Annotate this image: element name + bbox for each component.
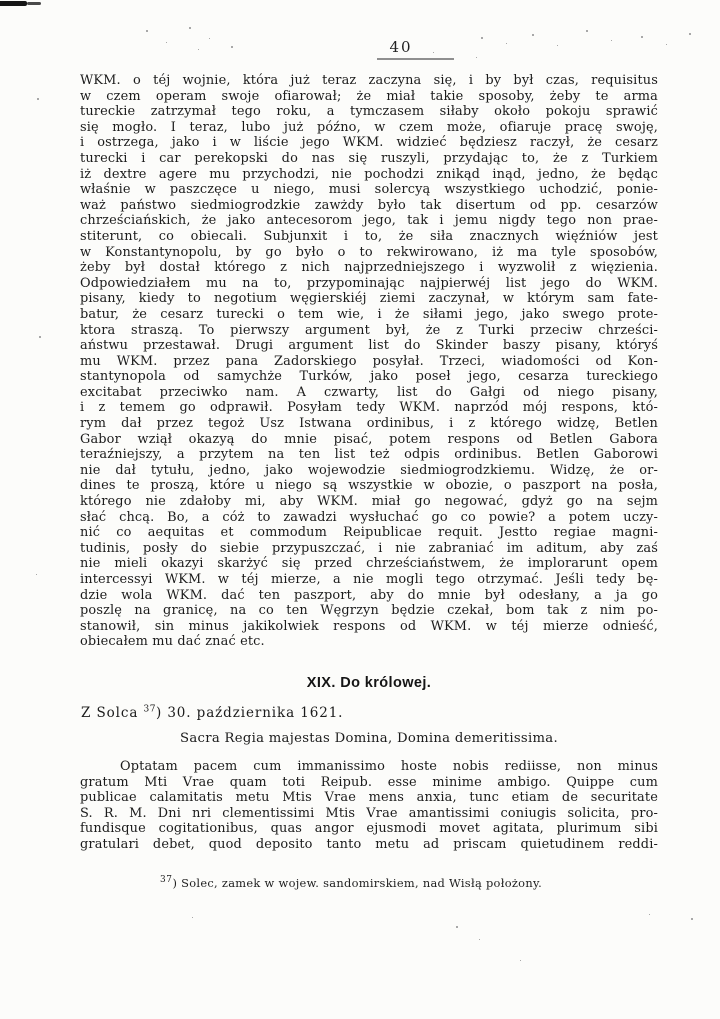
scan-speckle — [586, 30, 588, 32]
scan-speckle — [231, 46, 233, 48]
text-line: stantynopola od samychże Turków, jako poseł jego, cesarza tureckiego — [80, 369, 658, 385]
text-line: dzie wola WKM. dać ten paszport, aby do mnie był odesłany, a ja go — [80, 587, 658, 603]
text-line: tureckie zatrzymał tego roku, a tymczasem siłaby około pokoju sprawić — [80, 104, 658, 120]
scan-speckle — [481, 37, 483, 39]
text-line: poszlę na granicę, na co ten Węgrzyn będzie czekał, bom tak z nim po- — [80, 603, 658, 619]
page-number: 40 — [389, 38, 413, 56]
text-line: i ostrzega, jako i w liście jego WKM. widzieć będziesz raczył, że cesarz — [80, 135, 658, 151]
text-line: batur, że cesarz turecki o tem wie, i że siłami jego, jako swego prote- — [80, 306, 658, 322]
text-line: słać chcą. Bo, a cóż to zawadzi wysłuchać go co powie? a potem uczy- — [80, 509, 658, 525]
scan-speckle — [198, 49, 199, 50]
scan-speckle — [649, 914, 650, 915]
text-line: ktora straszą. To pierwszy argument był, że z Turki przeciw chrześci- — [80, 322, 658, 338]
footnote-ref: 37 — [160, 875, 173, 886]
text-line: waż państwo siedmiogrodzkie zawżdy było tak disertum od pp. cesarzów — [80, 197, 658, 213]
text-line: rym dał przez tegoż Usz Istwana ordinibus, i z którego widzę, Betlen — [80, 416, 658, 432]
letter-body-paragraph — [80, 73, 658, 650]
text-line: WKM. o téj wojnie, która już teraz zaczyna się, i by był czas, requisitus — [80, 73, 658, 88]
text-line: Odpowiedziałem mu na to, przypominając najpierwéj list jego do WKM. — [80, 275, 658, 291]
text-line: stanowił, sin minus jakikolwiek respons od WKM. w téj mierze odnieść, — [80, 618, 658, 634]
scan-speckle — [532, 34, 534, 36]
scan-speckle — [506, 43, 507, 44]
scan-speckle — [189, 27, 191, 29]
text-line: S. R. M. Dni nri clementissimi Mtis Vrae amantissimi coniugis solicita, pro- — [80, 805, 658, 821]
text-line: w czem operam swoje ofiarował; że miał takie sposoby, żeby te arma — [80, 88, 658, 104]
scan-speckle — [666, 44, 667, 45]
scan-speckle — [476, 57, 477, 58]
text-line: w Konstantynopolu, by go było o to rekwirowano, iż ma tyle sposobów, — [80, 244, 658, 260]
scan-speckle — [689, 33, 691, 35]
text-line: excitabat przeciwko nam. A czwarty, list do Gałgi od niego pisany, — [80, 384, 658, 400]
text-line: Optatam pacem cum immanissimo hoste nobis rediisse, non minus — [120, 759, 658, 774]
text-line: Gabor wziął okazyą do mnie pisać, potem respons od Betlen Gabora — [80, 431, 658, 447]
scan-speckle — [641, 36, 643, 38]
text-line: gratulari debet, quod deposito tanto metu ad priscam quietudinem reddi- — [80, 836, 658, 852]
scan-speckle — [36, 574, 37, 575]
text-line: pisany, kiedy to negotium węgierskiéj ziemi zaczynał, w którym sam fate- — [80, 291, 658, 307]
text-line: aństwu przestawał. Drugi argument list do Skinder baszy pisany, któryś — [80, 338, 658, 354]
scan-edge-smudge — [0, 1, 27, 6]
footnote — [160, 876, 542, 890]
text-line: nić co aequitas et commodum Reipublicae requit. Jestto regiae magni- — [80, 525, 658, 541]
text-line: dines te proszą, które u niego są wszystkie w obozie, o paszport na posła, — [80, 478, 658, 494]
text-line: nie dał tytułu, jedno, jako wojewodzie siedmiogrodzkiemu. Widzę, że or- — [80, 462, 658, 478]
page-number-rule — [377, 58, 454, 60]
scan-speckle — [456, 926, 458, 928]
footnote-ref-paren: ) — [172, 876, 178, 890]
scan-speckle — [557, 45, 558, 46]
text-line: obiecałem mu dać znać etc. — [80, 634, 265, 650]
salutation-line: Sacra Regia majestas Domina, Domina demeritissima. — [180, 731, 558, 746]
scan-speckle — [39, 336, 41, 338]
scan-speckle — [192, 917, 193, 918]
scan-speckle — [479, 939, 480, 940]
footnote-ref-paren: ) — [155, 705, 163, 721]
latin-body-paragraph — [80, 759, 658, 853]
text-line: się mogło. I teraz, lubo już późno, w czem może, ofiaruje pracę swoję, — [80, 119, 658, 135]
text-line: fundisque cogitationibus, quas angor ejusmodi movet agitata, plurimum sibi — [80, 821, 658, 837]
text-line: iż dextre agere mu przychodzi, nie pochodzi znikąd inąd, jedno, że będąc — [80, 166, 658, 182]
text-line: publicae calamitatis metu Mtis Vrae mens anxia, tunc etiam de securitate — [80, 790, 658, 806]
text-line: i z temem go odprawił. Posyłam tedy WKM. naprzód mój respons, któ- — [80, 400, 658, 416]
text-line: intercessyi WKM. w téj mierze, a nie mogli tego otrzymać. Jeśli tedy bę- — [80, 572, 658, 587]
scan-speckle — [611, 40, 612, 41]
dateline-place: Z Solca — [81, 705, 139, 721]
scan-speckle — [146, 30, 148, 32]
text-line: tudinis, posły do siebie przypuszczać, i nie zabraniać im aditum, aby zaś — [80, 540, 658, 556]
text-line: turecki i car perekopski do nas się ruszyli, przydając to, że z Turkiem — [80, 150, 658, 166]
text-line: którego nie zdałoby mi, aby WKM. miał go negować, gdyż go na sejm — [80, 494, 658, 510]
scan-speckle — [37, 98, 39, 100]
scan-speckle — [209, 38, 210, 39]
text-line: teraźniejszy, a przytem na ten list też odpis ordinibus. Betlen Gaborowi — [80, 447, 658, 463]
section-heading: XIX. Do królowej. — [306, 675, 432, 691]
text-line: chrześciańskich, że jako antecesorom jego, tak i jemu nigdy tego non prae- — [80, 213, 658, 229]
text-line: nie mieli okazyi skarżyć się przed chrześciaństwem, że implorarunt opem — [80, 556, 658, 572]
scan-speckle — [166, 42, 167, 43]
scan-speckle — [520, 960, 521, 961]
dateline-date: 30. października 1621. — [167, 705, 344, 721]
scan-speckle — [691, 918, 693, 920]
footnote-ref-superscript: 37 — [143, 704, 156, 715]
text-line: właśnie w paszczęce u niego, musi solercyą wszystkiego uchodzić, ponie- — [80, 182, 658, 198]
footnote-text: Solec, zamek w wojew. sandomirskiem, nad Wisłą położony. — [181, 876, 543, 890]
scan-edge-smudge-tail — [27, 2, 41, 5]
scan-speckle — [433, 52, 434, 53]
text-line: żeby był dostał którego z nich najprzedniejszego i wyzwolił z więzienia. — [80, 260, 658, 276]
text-line: gratum Mti Vrae quam toti Reipub. esse minime ambigo. Quippe cum — [80, 774, 658, 790]
dateline — [81, 705, 343, 721]
text-line: mu WKM. przez pana Zadorskiego posyłał. Trzeci, wiadomości od Kon- — [80, 353, 658, 369]
text-line: stiterunt, co obiecali. Subjunxit i to, że siła znacznych więźniów jest — [80, 228, 658, 244]
